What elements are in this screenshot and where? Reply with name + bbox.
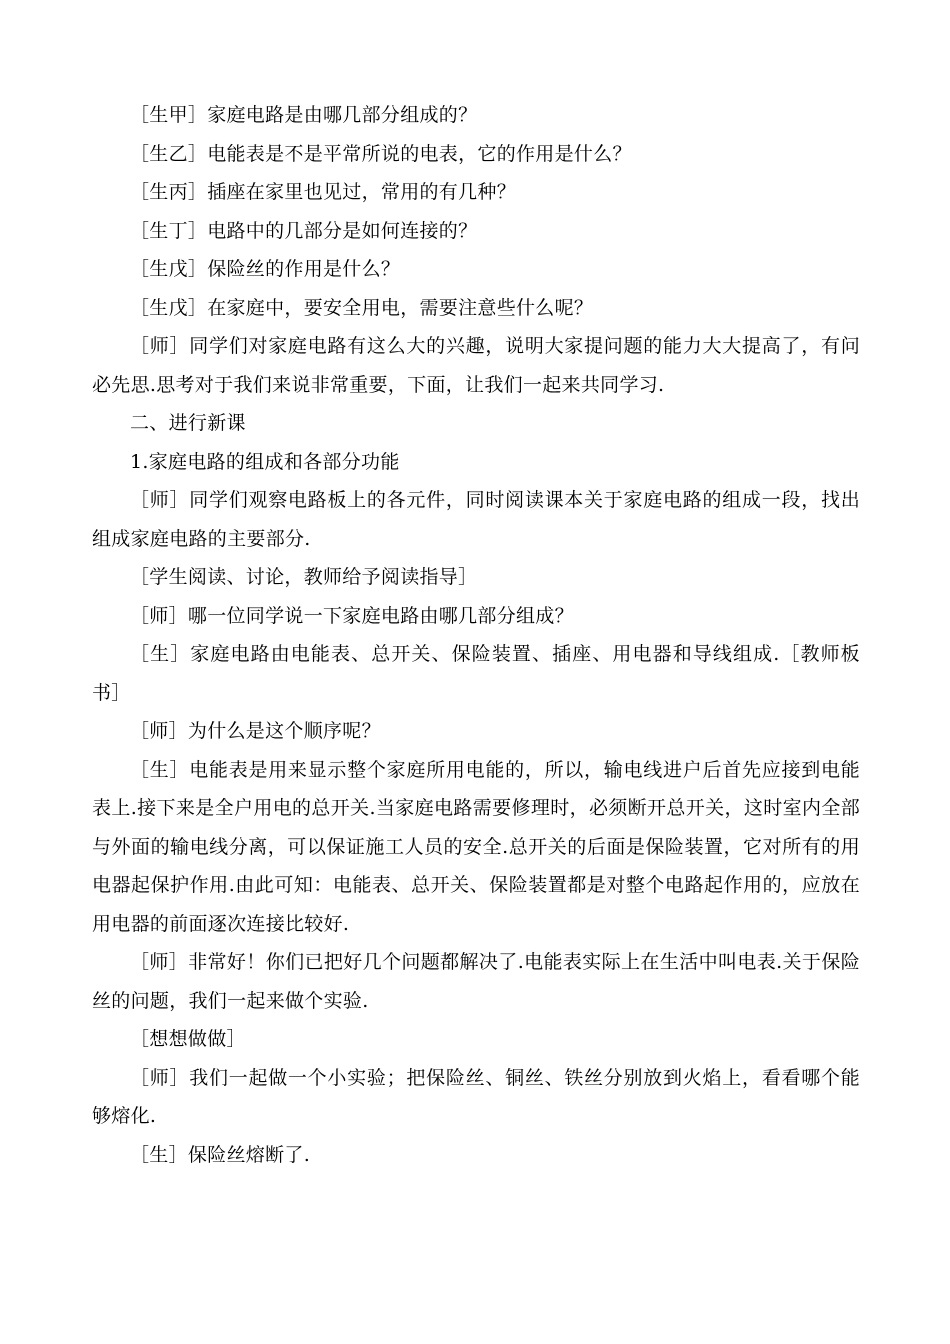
paragraph-student-ding-question: ［生丁］电路中的几部分是如何连接的？ <box>130 219 478 242</box>
paragraph-student-bing-question: ［生丙］插座在家里也见过，常用的有几种？ <box>130 181 517 203</box>
paragraph-student-jia-question: ［生甲］家庭电路是由哪几部分组成的？ <box>130 104 478 126</box>
paragraph-student-answer-components: ［生］家庭电路由电能表、总开关、保险装置、插座、用电器和导线组成.［教师板书］ <box>92 643 860 704</box>
paragraph-student-wu-question-1: ［生戊］保险丝的作用是什么？ <box>130 258 401 280</box>
paragraph-teacher-experiment: ［师］我们一起做一个小实验；把保险丝、铜丝、铁丝分别放到火焰上，看看哪个能够熔化. <box>92 1066 860 1127</box>
paragraph-teacher-ask-components: ［师］哪一位同学说一下家庭电路由哪几部分组成？ <box>130 604 574 627</box>
paragraph-student-reading: ［学生阅读、讨论，教师给予阅读指导］ <box>130 566 478 588</box>
paragraph-activity-heading: ［想想做做］ <box>130 1028 246 1050</box>
subsection-heading-circuit-components: 1.家庭电路的组成和各部分功能 <box>130 450 400 473</box>
paragraph-student-wu-question-2: ［生戊］在家庭中，要安全用电，需要注意些什么呢？ <box>130 296 594 319</box>
paragraph-teacher-praise: ［师］非常好！你们已把好几个问题都解决了.电能表实际上在生活中叫电表.关于保险丝的问题，我们一起来做个实验. <box>92 951 860 1012</box>
paragraph-teacher-observe: ［师］同学们观察电路板上的各元件，同时阅读课本关于家庭电路的组成一段，找出组成家庭电路的主要部分. <box>92 489 860 550</box>
paragraph-student-explain-order: ［生］电能表是用来显示整个家庭所用电能的，所以，输电线进户后首先应接到电能表上.接下来是全户用电的总开关.当家庭电路需要修理时，必须断开总开关，这时室内全部与外面的输电线分离，可以保证施工人员的安全.总开关的后面是保险装置，它对所有的用电器起保护作用.由此可知：电能表、总开关、保险装置都是对整个电路起作用的，应放在用电器的前面逐次连接比较好. <box>92 758 860 935</box>
paragraph-teacher-intro: ［师］同学们对家庭电路有这么大的兴趣，说明大家提问题的能力大大提高了，有问必先思.思考对于我们来说非常重要，下面，让我们一起来共同学习. <box>92 335 860 396</box>
section-heading-new-lesson: 二、进行新课 <box>130 412 246 434</box>
paragraph-student-result: ［生］保险丝熔断了. <box>130 1143 311 1166</box>
document-body <box>92 96 860 1174</box>
paragraph-student-yi-question: ［生乙］电能表是不是平常所说的电表，它的作用是什么？ <box>130 142 632 165</box>
paragraph-teacher-ask-order: ［师］为什么是这个顺序呢？ <box>130 720 381 742</box>
